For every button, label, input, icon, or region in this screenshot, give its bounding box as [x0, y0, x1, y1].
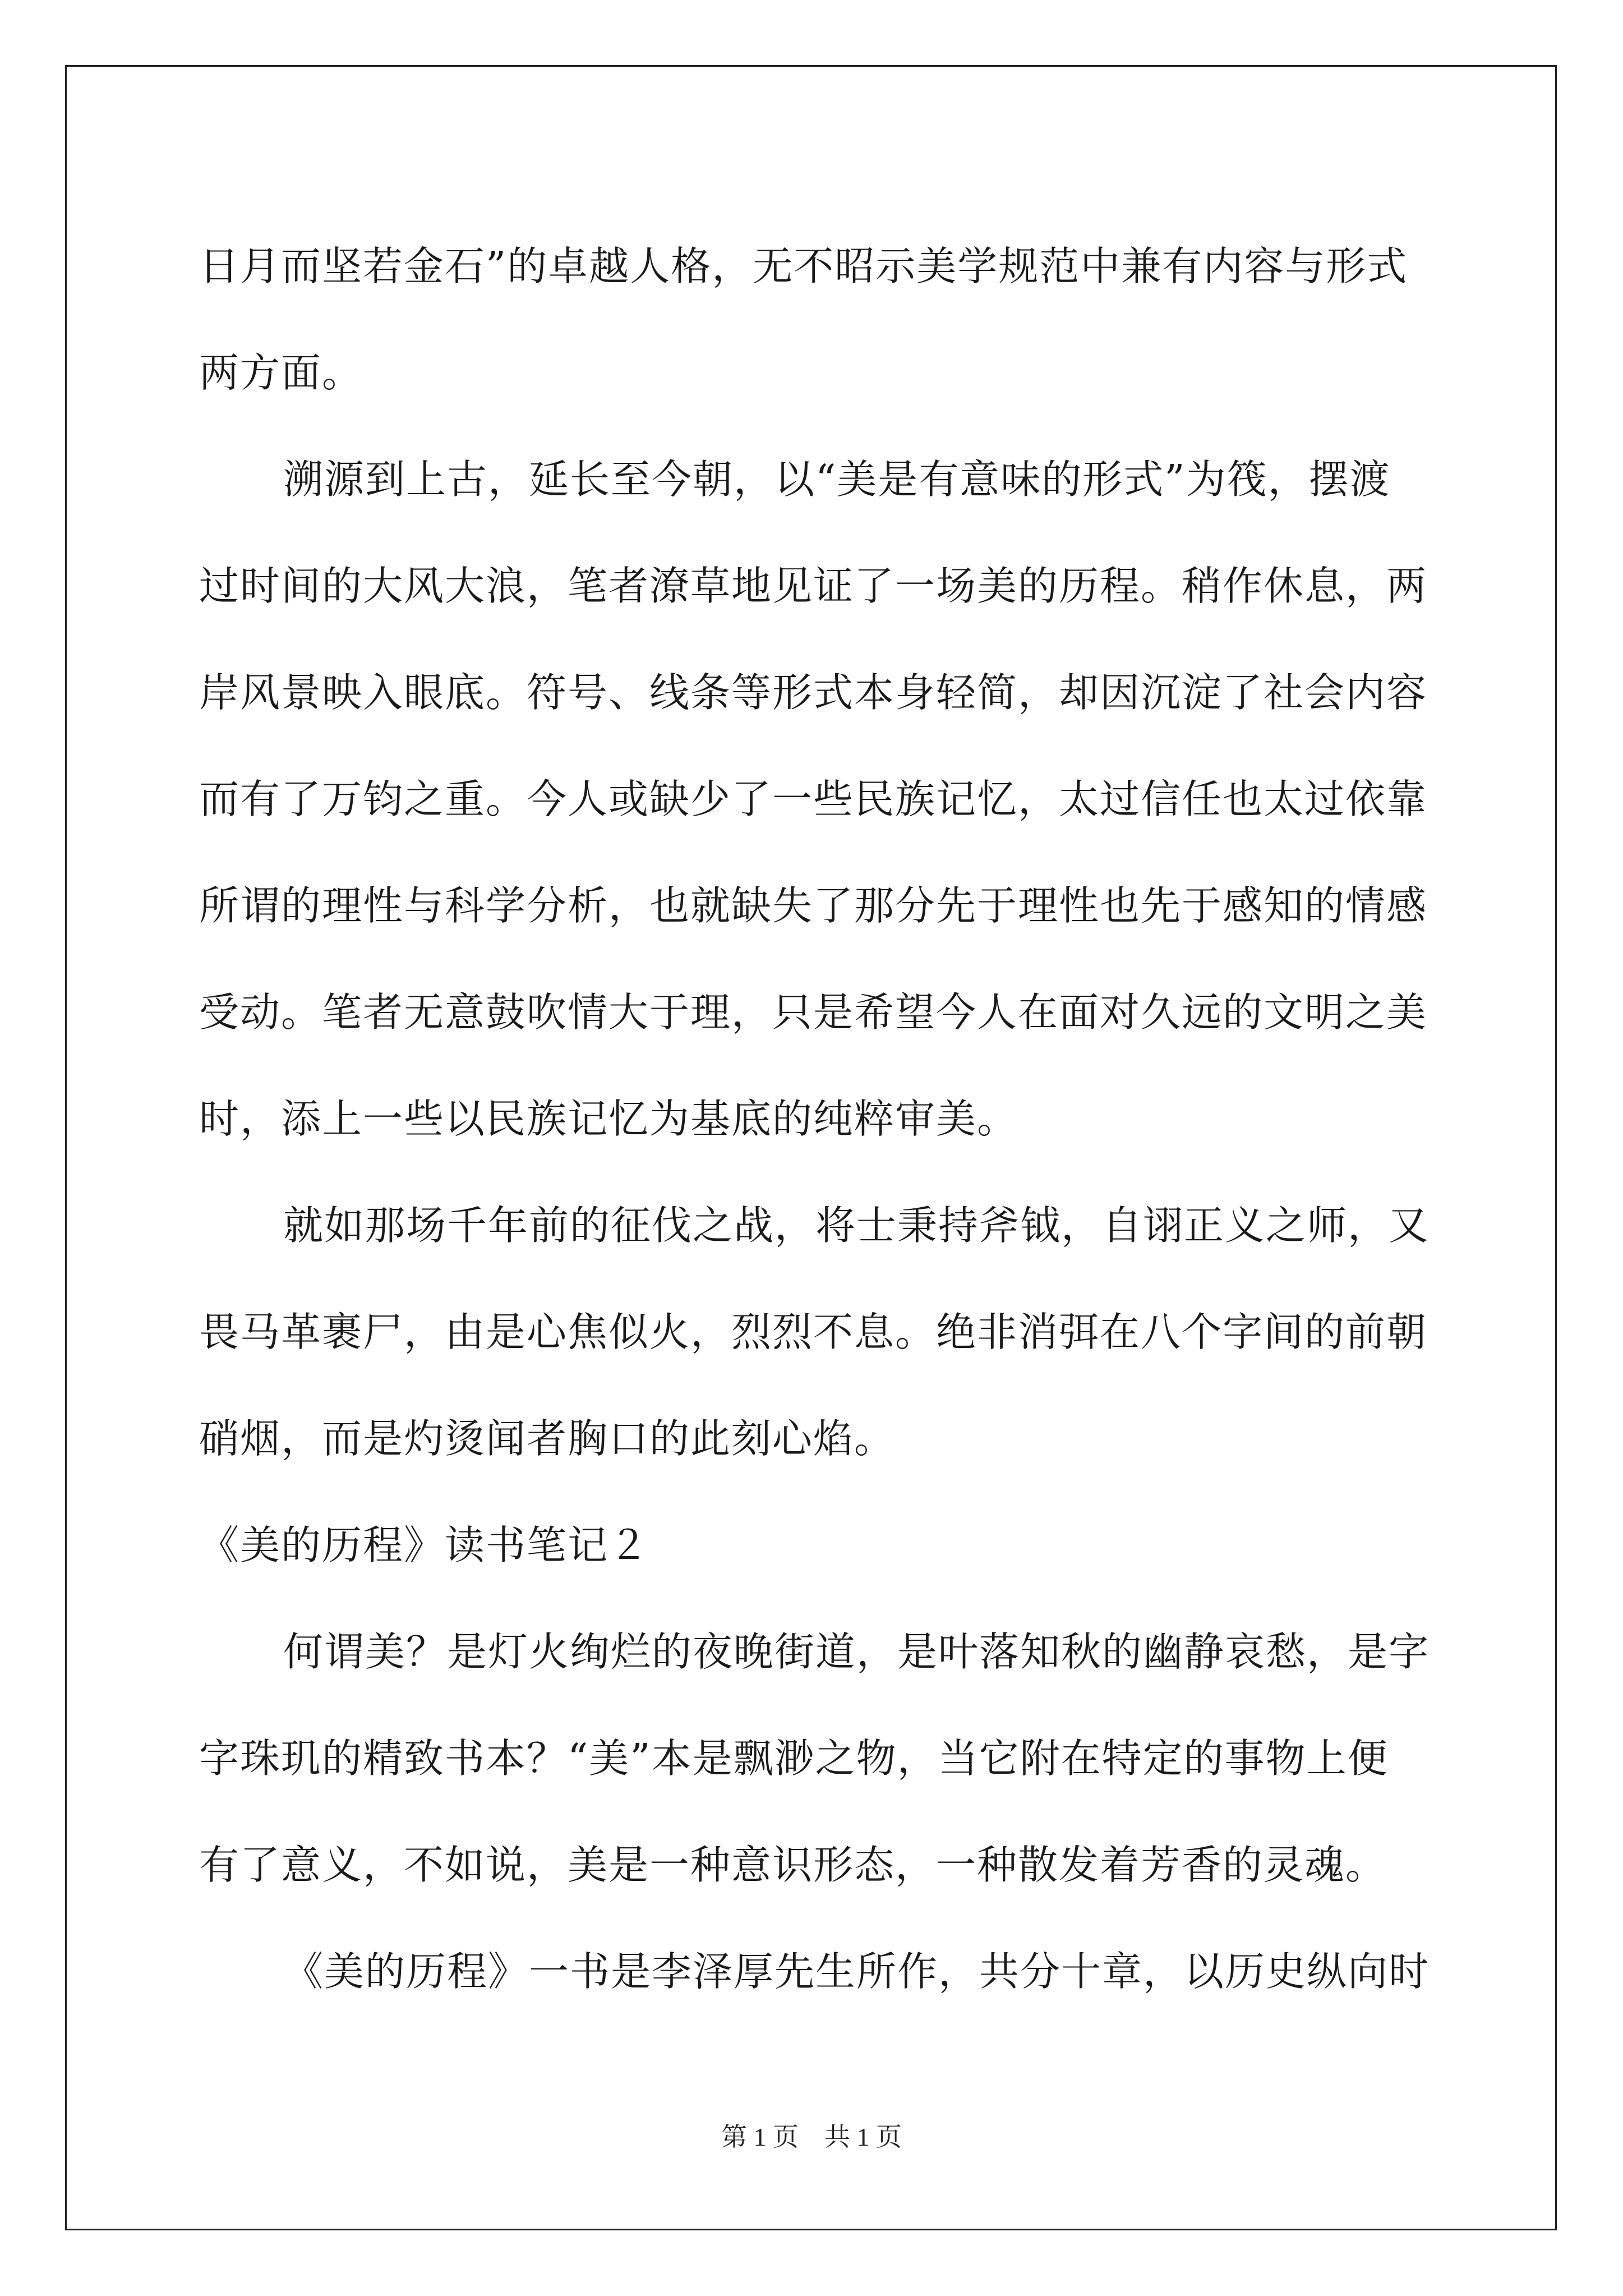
text-line: 而有了万钧之重。今人或缺少了一些民族记忆，太过信任也太过依靠 [199, 776, 1428, 822]
text-line: 硝烟，而是灼烫闻者胸口的此刻心焰。 [199, 1415, 896, 1462]
text-line: 两方面。 [199, 349, 363, 396]
text-line: 时，添上一些以民族记忆为基底的纯粹审美。 [199, 1096, 1018, 1142]
section-heading: 《美的历程》读书笔记２ [199, 1522, 650, 1568]
text-line: 受动。笔者无意鼓吹情大于理，只是希望今人在面对久远的文明之美 [199, 989, 1428, 1036]
text-line: 字珠玑的精致书本？“美”本是飘渺之物，当它附在特定的事物上便 [199, 1735, 1389, 1782]
text-line: 就如那场千年前的征伐之战，将士秉持斧钺，自诩正义之师，又 [283, 1202, 1430, 1249]
text-line: 过时间的大风大浪，笔者潦草地见证了一场美的历程。稍作休息，两 [199, 563, 1428, 609]
text-line: 溯源到上古，延长至今朝，以“美是有意味的形式”为筏，摆渡 [283, 456, 1391, 503]
text-line: 岸风景映入眼底。符号、线条等形式本身轻简，却因沉淀了社会内容 [199, 669, 1428, 716]
text-line: 何谓美？是灯火绚烂的夜晚街道，是叶落知秋的幽静哀愁，是字 [283, 1628, 1430, 1675]
page-footer: 第 1 页 共 1 页 [721, 2123, 902, 2151]
document-body [199, 213, 1430, 2025]
text-line: 所谓的理性与科学分析，也就缺失了那分先于理性也先于感知的情感 [199, 882, 1428, 929]
text-line: 有了意义，不如说，美是一种意识形态，一种散发着芳香的灵魂。 [199, 1842, 1387, 1888]
text-line: 《美的历程》一书是李泽厚先生所作，共分十章，以历史纵向时 [283, 1948, 1430, 1995]
text-line: 畏马革裹尸，由是心焦似火，烈烈不息。绝非消弭在八个字间的前朝 [199, 1309, 1428, 1355]
text-line: 日月而坚若金石”的卓越人格，无不昭示美学规范中兼有内容与形式 [199, 243, 1408, 289]
